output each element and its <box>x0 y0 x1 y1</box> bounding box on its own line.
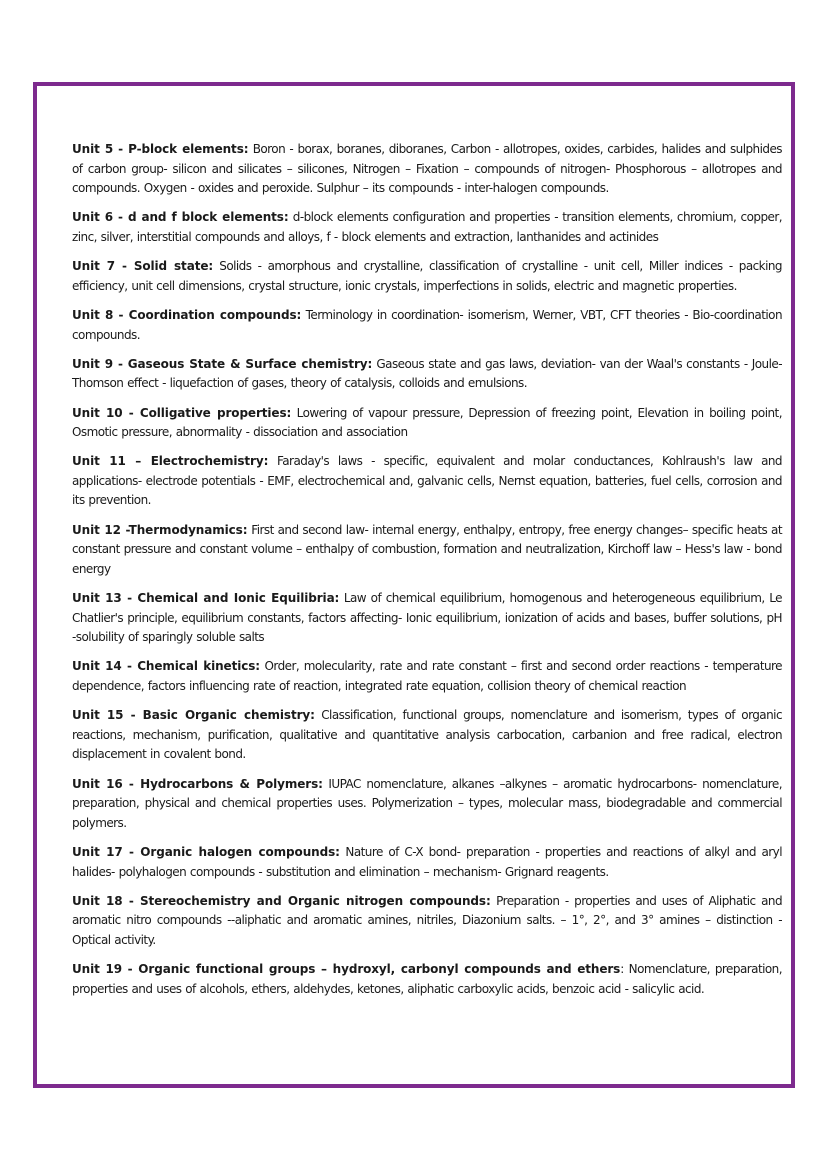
unit-text: Classification, functional groups, nomenclature and isomerism, types of organic reactions, mechanism, purification, qualitative and quantitative analysis carbocation, carbanion and free radical, electron displacement in covalent bond. <box>72 708 782 762</box>
unit-text: : Nomenclature, preparation, properties and uses of alcohols, ethers, aldehydes, ketones, aliphatic carboxylic acids, benzoic acid - salicylic acid. <box>72 962 782 996</box>
unit-text: Lowering of vapour pressure, Depression of freezing point, Elevation in boiling point, Osmotic pressure, abnormality - dissociation and association <box>72 405 782 440</box>
unit-text: Order, molecularity, rate and rate constant – first and second order reactions - temperature dependence, factors influencing rate of reaction, integrated rate equation, collision theory of chemical reaction <box>72 659 782 693</box>
unit-14 <box>72 657 782 696</box>
unit-title: Unit 13 - Chemical and Ionic Equilibria: <box>72 591 340 606</box>
unit-title: Unit 8 - Coordination compounds: <box>72 307 302 322</box>
unit-12 <box>72 521 782 580</box>
unit-5 <box>72 140 782 199</box>
unit-10 <box>72 404 782 443</box>
unit-text: Faraday's laws - specific, equivalent and molar conductances, Kohlraush's law and applications- electrode potentials - EMF, electrochemical and, galvanic cells, Nernst equation, batteries, fuel cells, corrosion and its prevention. <box>72 454 782 508</box>
unit-11 <box>72 452 782 511</box>
unit-9 <box>72 355 782 394</box>
unit-text: d-block elements configuration and properties - transition elements, chromium, copper, zinc, silver, interstitial compounds and alloys, f - block elements and extraction, lanthanides and actinides <box>72 210 782 244</box>
unit-6 <box>72 208 782 247</box>
syllabus-content <box>72 140 782 1009</box>
unit-title: Unit 14 - Chemical kinetics: <box>72 659 260 674</box>
unit-text: Preparation - properties and uses of Aliphatic and aromatic nitro compounds --aliphatic and aromatic amines, nitriles, Diazonium salts. – 1°, 2°, and 3° amines – distinction - Optical activity. <box>72 893 783 947</box>
unit-title: Unit 18 - Stereochemistry and Organic nitrogen compounds: <box>72 893 491 908</box>
unit-17 <box>72 843 782 882</box>
unit-15 <box>72 706 782 765</box>
unit-text: Nature of C-X bond- preparation - properties and reactions of alkyl and aryl halides- polyhalogen compounds - substitution and elimination – mechanism- Grignard reagents. <box>72 844 783 879</box>
unit-8 <box>72 306 782 345</box>
unit-text: Law of chemical equilibrium, homogenous and heterogeneous equilibrium, Le Chatlier's principle, equilibrium constants, factors affecting- Ionic equilibrium, ionization of acids and bases, buffer solutions, pH -solubility of sparingly soluble salts <box>72 591 782 645</box>
unit-text: First and second law- internal energy, enthalpy, entropy, free energy changes– specific heats at constant pressure and constant volume – enthalpy of combustion, formation and neutralization, Kirchoff law – Hess's law - bond energy <box>72 522 782 576</box>
unit-title: Unit 16 - Hydrocarbons & Polymers: <box>72 776 323 791</box>
unit-title: Unit 17 - Organic halogen compounds: <box>72 844 340 859</box>
unit-title: Unit 15 - Basic Organic chemistry: <box>72 708 315 723</box>
unit-text: Terminology in coordination- isomerism, Werner, VBT, CFT theories - Bio-coordination compounds. <box>72 307 782 342</box>
unit-7 <box>72 257 782 296</box>
unit-title: Unit 12 -Thermodynamics: <box>72 522 248 537</box>
unit-title: Unit 7 - Solid state: <box>72 259 214 274</box>
unit-title: Unit 11 – Electrochemistry: <box>72 454 269 469</box>
unit-title: Unit 6 - d and f block elements: <box>72 210 289 225</box>
unit-16 <box>72 775 782 834</box>
unit-text: IUPAC nomenclature, alkanes –alkynes – aromatic hydrocarbons- nomenclature, preparation, physical and chemical properties uses. Polymerization – types, molecular mass, biodegradable and commercial polymers. <box>72 776 783 830</box>
unit-text: Boron - borax, boranes, diboranes, Carbon - allotropes, oxides, carbides, halides and sulphides of carbon group- silicon and silicates – silicones, Nitrogen – Fixation – compounds of nitrogen- Phosphorous – allotropes and compounds. Oxygen - oxides and peroxide. Sulphur – its compounds - inter-halogen compounds. <box>72 142 782 196</box>
unit-text: Solids - amorphous and crystalline, classification of crystalline - unit cell, Miller indices - packing efficiency, unit cell dimensions, crystal structure, ionic crystals, imperfections in solids, electric and magnetic properties. <box>72 259 782 293</box>
unit-title: Unit 19 - Organic functional groups – hydroxyl, carbonyl compounds and ethers <box>72 962 621 977</box>
unit-title: Unit 5 - P-block elements: <box>72 142 249 156</box>
unit-18 <box>72 892 782 951</box>
unit-19 <box>72 960 782 999</box>
unit-title: Unit 9 - Gaseous State & Surface chemistry: <box>72 356 373 371</box>
unit-title: Unit 10 - Colligative properties: <box>72 405 292 420</box>
unit-13 <box>72 589 782 648</box>
unit-text: Gaseous state and gas laws, deviation- van der Waal's constants - Joule-Thomson effect - liquefaction of gases, theory of catalysis, colloids and emulsions. <box>72 356 783 391</box>
